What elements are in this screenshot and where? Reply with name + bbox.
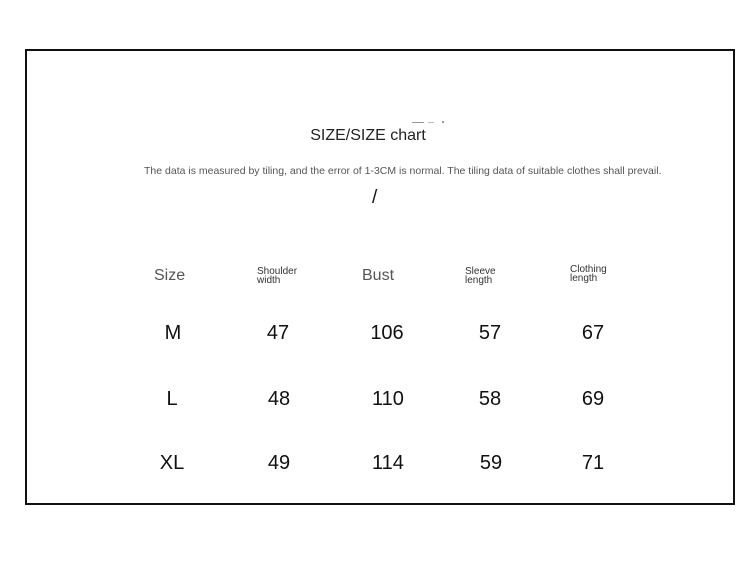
table-cell-sleeve: 59 (479, 452, 503, 474)
header-bust: Bust (362, 267, 395, 284)
header-shoulder-width (257, 267, 317, 285)
header-shoulder-line2: width (257, 275, 281, 286)
header-clothing-length (570, 265, 630, 283)
table-cell-size: L (166, 388, 178, 410)
chart-title: SIZE/SIZE chart (310, 127, 426, 144)
divider-slash: / (372, 187, 378, 208)
header-shoulder-line1: Shoulder (257, 266, 298, 277)
header-sleeve-line2: length (465, 275, 493, 286)
table-cell-sleeve: 58 (478, 388, 502, 410)
header-sleeve-length (465, 267, 525, 285)
table-cell-bust: 114 (372, 452, 404, 474)
measurement-note: The data is measured by tiling, and the error of 1-3CM is normal. The tiling data of suitable clothes shall prevail. (144, 165, 662, 177)
table-cell-bust: 106 (370, 322, 404, 344)
header-clothing-line2: length (570, 273, 598, 284)
table-cell-length: 67 (581, 322, 605, 344)
table-cell-length: 69 (581, 388, 605, 410)
table-cell-shoulder: 47 (266, 322, 290, 344)
table-cell-sleeve: 57 (478, 322, 502, 344)
table-cell-shoulder: 49 (267, 452, 291, 474)
table-cell-shoulder: 48 (267, 388, 291, 410)
table-cell-size: M (164, 322, 182, 344)
size-chart-frame (25, 49, 735, 505)
header-size: Size (154, 267, 186, 284)
header-clothing-line1: Clothing (570, 264, 607, 275)
table-cell-size: XL (159, 452, 185, 474)
table-cell-length: 71 (581, 452, 605, 474)
table-cell-bust: 110 (372, 388, 404, 410)
header-sleeve-line1: Sleeve (465, 266, 496, 277)
